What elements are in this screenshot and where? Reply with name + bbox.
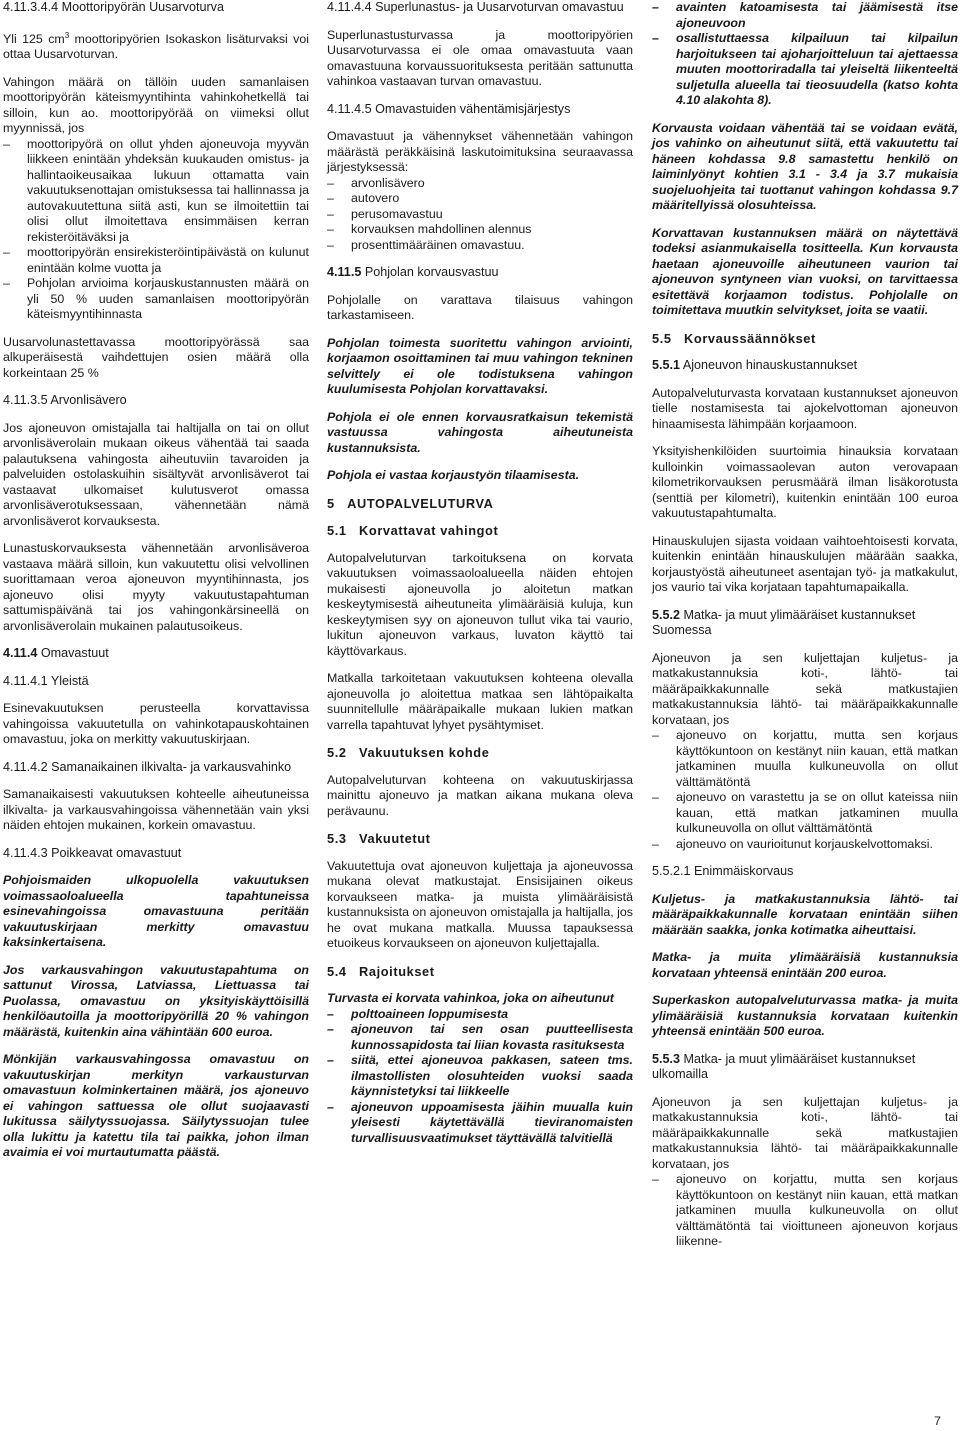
list-item: – ajoneuvo on varastettu ja se on ollut kateissa niin kauan, että matkan jatkaminen muulla kulkuneuvolla on ollut välttämätöntä xyxy=(652,790,958,837)
list-item: – korvauksen mahdollinen alennus xyxy=(327,222,633,238)
paragraph-superlunastus: Superlunastusturvassa ja moottoripyörien Uusarvoturvassa ei ole omaa omavastuuta vaan omavastuuna korvaussuorituksesta peritään sattunutta vahinkoa vastaavan turvan omavastuu. xyxy=(327,27,633,88)
paragraph-5-2: Autopalveluturvan kohteena on vakuutuskirjassa mainittu ajoneuvo ja matkan aikana mukana oleva perävaunu. xyxy=(327,772,633,818)
list-item: – ajoneuvo on korjattu, mutta sen korjaus käyttökuntoon on kestänyt niin kauan, että matkan jatkaminen muulla kulkuneuvolla on ollut välttämätöntä xyxy=(652,728,958,790)
heading-5-5-3 xyxy=(652,1052,958,1083)
heading-4-11-4-5: 4.11.4.5 Omavastuiden vähentämisjärjestys xyxy=(327,101,571,116)
paragraph-pohjolalle: Pohjolalle on varattava tilaisuus vahingon tarkastamiseen. xyxy=(327,292,633,322)
heading-5-2: 5.2 Vakuutuksen kohde xyxy=(327,745,490,760)
list-item: – osallistuttaessa kilpailuun tai kilpailun harjoitukseen tai ajoharjoitteluun tai ajettaessa muuten moottoriradalla tai yleiseltä liikenteeltä suljetulla alueella tai tieosuudella (katso kohta 4.10 alakohta 8). xyxy=(652,31,958,109)
heading-5-5: 5.5 Korvaussäännökset xyxy=(652,330,816,346)
paragraph-5-5-3: Ajoneuvon ja sen kuljettajan kuljetus- ja matkakustannuksia koti-, lähtö- tai määräpaikkakunnalle sekä matkustajien matkakustannuksia lähtö- tai määräpaikkakunnalle korvataan, jos xyxy=(652,1094,958,1171)
list-uusarvo-conditions xyxy=(3,137,309,323)
heading-4-11-4-2: 4.11.4.2 Samanaikainen ilkivalta- ja varkausvahinko xyxy=(3,759,292,774)
paragraph-arvonlisavero-1: Jos ajoneuvon omistajalla tai haltijalla on tai on ollut arvonlisäverolain mukaan oikeus vähentää tai saada palautuksena vahingosta aiheutuviin tavaroiden ja palveluiden ostolaskuihin sisältyvät arvonlisäverot tai vastaavat ulkomaiset kulutusverot omassa arvonlisäverotuksessaan, vähennetään nämä arvonlisäverot korvauksesta. xyxy=(3,420,309,528)
paragraph-korvattavan: Korvattavan kustannuksen määrä on näytettävä todeksi asianmukaisella tositteella. Kun korvausta haetaan ajoneuvoille aiheutuneen vaurion tai ajoneuvon syntyneen vian vuoksi, on tarvittaessa esitettävä korjaamon todistus. Pohjolalle on toimitettava muutkin selvitykset, joita se vaatii. xyxy=(652,225,958,317)
paragraph-korvausta: Korvausta voidaan vähentää tai se voidaan evätä, jos vahinko on aiheutunut siitä, että vakuutettu tai häneen kohdassa 9.8 samastettu henkilö on laiminlyönyt kohtien 3.1 - 3.4 ja 3.7 mukaisia suojeluohjeita tai tuottanut vahingon kohdassa 9.7 määritellyissä olosuhteissa. xyxy=(652,120,958,212)
heading-5-4: 5.4 Rajoitukset xyxy=(327,963,435,979)
list-rajoitukset-continued xyxy=(652,0,958,109)
section-number: 4.11.5 xyxy=(327,265,362,279)
section-number: 5.5.2 xyxy=(652,607,681,622)
list-item: – ajoneuvo on vaurioitunut korjauskelvottomaksi. xyxy=(652,837,958,853)
heading-4-11-3-4-4: 4.11.3.4.4 Moottoripyörän Uusarvoturva xyxy=(3,0,224,14)
column-left xyxy=(3,0,309,1173)
list-5-5-2 xyxy=(652,728,958,852)
paragraph-5-5-1b: Yksityishenkilöiden suurtoimia hinauksia korvataan kulloinkin voimassaolevan auton verovapaan kilometrikorvauksen perusmäärä ilman lisäkorotusta (senttiä per kilometri), kuitenkin enintään 100 euroa vakuutustapahtumalta. xyxy=(652,444,958,520)
heading-4-11-4-3: 4.11.4.3 Poikkeavat omavastuut xyxy=(3,845,182,860)
column-right xyxy=(652,0,958,1262)
paragraph-5-4-intro: Turvasta ei korvata vahinkoa, joka on aiheutunut xyxy=(327,991,614,1005)
paragraph-5-5-2-intro: Ajoneuvon ja sen kuljettajan kuljetus- ja matkakustannuksia koti-, lähtö- tai määräpaikkakunnalle sekä matkustajien matkakustannuksia lähtö- tai määräpaikkakunnalle korvataan, jos xyxy=(652,650,958,727)
list-item: – avainten katoamisesta tai jäämisestä itse ajoneuvoon xyxy=(652,0,958,31)
heading-4-11-3-5: 4.11.3.5 Arvonlisävero xyxy=(3,393,127,408)
heading-5: 5 AUTOPALVELUTURVA xyxy=(327,495,494,511)
heading-4-11-5 xyxy=(327,265,633,281)
list-item: – siitä, ettei ajoneuvoa pakkasen, sateen tms. ilmastollisten olosuhteiden vuoksi saada käynnistetyksi tai liikkeelle xyxy=(327,1053,633,1100)
list-item: – moottoripyörän ensirekisteröintipäivästä on kulunut enintään kolme vuotta ja xyxy=(3,245,309,276)
section-title: Pohjolan korvausvastuu xyxy=(361,265,499,279)
paragraph-5-5-1c: Hinauskulujen sijasta voidaan vaihtoehtoisesti korvata, kuitenkin enintään hinauskulujen määrään saakka, korjaustyöstä aiheutuneet asentajan työ- ja matkakulut, jos vaurio tai vika korjataan tapahtumapaikalla. xyxy=(652,533,958,594)
section-title: Matka- ja muut ylimääräiset kustannukset Suomessa xyxy=(652,607,916,637)
heading-5-3: 5.3 Vakuutetut xyxy=(327,831,431,846)
list-item: – autovero xyxy=(327,191,633,207)
paragraph-5-5-1a: Autopalveluturvasta korvataan kustannukset ajoneuvon tielle nostamisesta tai ajokelvottoman ajoneuvon hinaamisesta lähimpään korjaamoon. xyxy=(652,385,958,431)
list-item: – prosenttimääräinen omavastuu. xyxy=(327,238,633,254)
list-rajoitukset xyxy=(327,1007,633,1147)
paragraph-pohjolan-toimesta: Pohjolan toimesta suoritettu vahingon arviointi, korjaamon osoittaminen tai muu vahingon tekninen selvittely ei ole todistuksena vahingon kuulumisesta Pohjolan korvattavaksi. xyxy=(327,335,633,396)
paragraph-5-3: Vakuutettuja ovat ajoneuvon kuljettaja ja ajoneuvossa mukana olevat matkustajat. Ensisijainen oikeus korvaukseen matka- ja muista ylimääräisistä kustannuksista on ajoneuvon omistajalla ja haltijalla, jos he ovat mukana matkalla. Muussa tapauksessa etuoikeus korvaukseen on ajoneuvon kuljettajalla. xyxy=(327,858,633,950)
list-deduction-order xyxy=(327,176,633,254)
text-part: moottoripyörien Isokaskon lisäturvaksi voi ottaa Uusarvoturvan. xyxy=(3,31,309,62)
list-item: – Pohjolan arvioima korjauskustannusten määrä on yli 50 % uuden samanlaisen moottoripyörän käteismyyntihinnasta xyxy=(3,276,309,323)
list-item: – moottoripyörä on ollut yhden ajoneuvoja myyvän liikkeen enintään yhdeksän kuukauden omistus- ja hallintaoikeusaikaa lukuun ottamatta vain vakuutuksenottajan omistuksessa tai hallinnassa ja autovakuutettuna siitä asti, kun se ilmoitettiin tai olisi ollut ilmoitettava ensimmäisen kerran rekisteröitäväksi ja xyxy=(3,137,309,246)
heading-5-5-1 xyxy=(652,358,958,374)
heading-5-5-2 xyxy=(652,608,958,639)
heading-5-1: 5.1 Korvattavat vahingot xyxy=(327,523,499,538)
section-title: Ajoneuvon hinauskustannukset xyxy=(680,358,858,372)
heading-5-5-2-1: 5.5.2.1 Enimmäiskorvaus xyxy=(652,864,794,878)
list-item: – arvonlisävero xyxy=(327,176,633,192)
section-number: 5.5.1 xyxy=(652,358,681,372)
paragraph-matka-200: Matka- ja muita ylimääräisiä kustannuksia korvataan yhteensä enintään 200 euroa. xyxy=(652,950,958,980)
paragraph-samanaikainen: Samanaikaisesti vakuutuksen kohteelle aiheutuneissa ilkivalta- ja varkausvahingoissa vähennetään vain yksi näiden ehtojen mukainen, korkein omavastuu. xyxy=(3,787,309,833)
list-item: – perusomavastuu xyxy=(327,207,633,223)
heading-4-11-4 xyxy=(3,646,309,662)
section-number: 4.11.4 xyxy=(3,646,38,661)
page-number: 7 xyxy=(934,1414,941,1428)
paragraph-pohjola-ei-ole: Pohjola ei ole ennen korvausratkaisun tekemistä vastuussa vahingosta aiheutuneista kustannuksista. xyxy=(327,409,633,455)
list-item: – ajoneuvon tai sen osan puutteellisesta kunnossapidosta tai liian kovasta rasituksesta xyxy=(327,1022,633,1053)
heading-4-11-4-1: 4.11.4.1 Yleistä xyxy=(3,673,89,688)
text-part: Yli 125 cm xyxy=(3,31,65,46)
section-title: Omavastuut xyxy=(37,646,109,661)
section-title: Matka- ja muut ylimääräiset kustannukset ulkomailla xyxy=(652,1051,916,1081)
paragraph-monkija: Mönkijän varkausvahingossa omavastuu on vakuutuskirjan merkityn varkausturvan omavastuun kolminkertainen määrä, jos ajoneuvo ei vahingon sattuessa ole ollut suojaavasti lukitussa säilytyssuojassa. Säilytyssuojan tulee olla lukittu ja katettu tila tai paikka, johon ilman avaimia ei voi murtautumatta päästä. xyxy=(3,1052,309,1160)
paragraph-superkasko: Superkaskon autopalveluturvassa matka- ja muita ylimääräisiä kustannuksia korvataan kuitenkin yhteensä enintään 500 euroa. xyxy=(652,993,958,1038)
paragraph-pohjoismaiden: Pohjoismaiden ulkopuolella vakuutuksen voimassaoloalueella tapahtuneissa esinevahingoissa omavastuuna peritään vakuutuskirjaan merkitty omavastuu kaksinkertaisena. xyxy=(3,873,309,950)
paragraph-vahingon-maara: Vahingon määrä on tällöin uuden samanlaisen moottoripyörän käteismyyntihinta vahinkohetkellä tai silloin, kun ao. moottoripyörää on viimeksi ollut myynnissä, jos xyxy=(3,74,309,136)
paragraph-varkausvahinko: Jos varkausvahingon vakuutustapahtuma on sattunut Virossa, Latviassa, Liettuassa tai Puolassa, omavastuu on yksityiskäyttöisillä henkilöautoilla ja moottoripyörillä 20 % vahingon määrästä, kuitenkin aina vähintään 600 euroa. xyxy=(3,962,309,1039)
paragraph-pohjola-ei-vastaa: Pohjola ei vastaa korjaustyön tilaamisesta. xyxy=(327,468,580,482)
paragraph-yli-125 xyxy=(3,28,309,63)
paragraph-uusarvolunastettava: Uusarvolunastettavassa moottoripyörässä saa alkuperäisestä vaihdettujen osien määrä olla korkeintaan 25 % xyxy=(3,334,309,380)
paragraph-5-1a: Autopalveluturvan tarkoituksena on korvata vakuutuksen voimassaoloalueella näiden ehtojen mukaisesti ajoneuvolla jo aloitetun matkan keskeytymisestä aiheutuneita ylimääräisiä kuluja, kun keskeytymisen syy on ajoneuvon tullut vika tai vaurio, lukitun ajoneuvon varkaus, luvaton käyttö tai käyttövarkaus. xyxy=(327,550,633,658)
paragraph-5-1b: Matkalla tarkoitetaan vakuutuksen kohteena olevalla ajoneuvolla jo aloitettua matkaa sen lähtöpaikalta suunnitellulle määräpaikalle mukaan lukien matkan varrella tapahtuvat lyhyet pysähtymiset. xyxy=(327,671,633,732)
paragraph-yleista: Esinevakuutuksen perusteella korvattavissa vahingoissa vakuutetulla on vahinkotapauskohtainen omavastuu, joka on merkitty vakuutuskirjaan. xyxy=(3,701,309,747)
superscript: 3 xyxy=(64,30,70,40)
list-5-5-3 xyxy=(652,1172,958,1250)
heading-4-11-4-4: 4.11.4.4 Superlunastus- ja Uusarvoturvan omavastuu xyxy=(327,0,624,14)
paragraph-arvonlisavero-2: Lunastuskorvauksesta vähennetään arvonlisäveroa vastaava määrä silloin, kun vakuutettu olisi velvollinen suorittamaan veroa ajoneuvon myyntihinnasta, jos ajoneuvo olisi myyty vakuutustapahtuman sattumispäivänä tai jos vahingonkärsineellä on arvonlisäverolain mukainen palautusoikeus. xyxy=(3,541,309,633)
paragraph-omavastuut-intro: Omavastuut ja vähennykset vähennetään vahingon määrästä peräkkäisinä laskutoimituksina seuraavassa järjestyksessä: xyxy=(327,129,633,174)
list-item: – ajoneuvon uppoamisesta jäihin muualla kuin yleisesti käytettävällä tieviranomaisten turvallisuusvaatimukset täyttävällä talvitiellä xyxy=(327,1100,633,1147)
paragraph-kuljetus: Kuljetus- ja matkakustannuksia lähtö- tai määräpaikkakunnalle korvataan enintään siihen määrään saakka, jonka kotimatka aiheuttaisi. xyxy=(652,891,958,937)
column-middle xyxy=(327,0,633,1158)
list-item: – ajoneuvo on korjattu, mutta sen korjaus käyttökuntoon on kestänyt niin kauan, että matkan jatkaminen muulla kulkuneuvolla on ollut välttämätöntä tai vioittuneen ajoneuvon korjaus liikenne- xyxy=(652,1172,958,1250)
list-item: – polttoaineen loppumisesta xyxy=(327,1007,633,1023)
section-number: 5.5.3 xyxy=(652,1051,681,1066)
